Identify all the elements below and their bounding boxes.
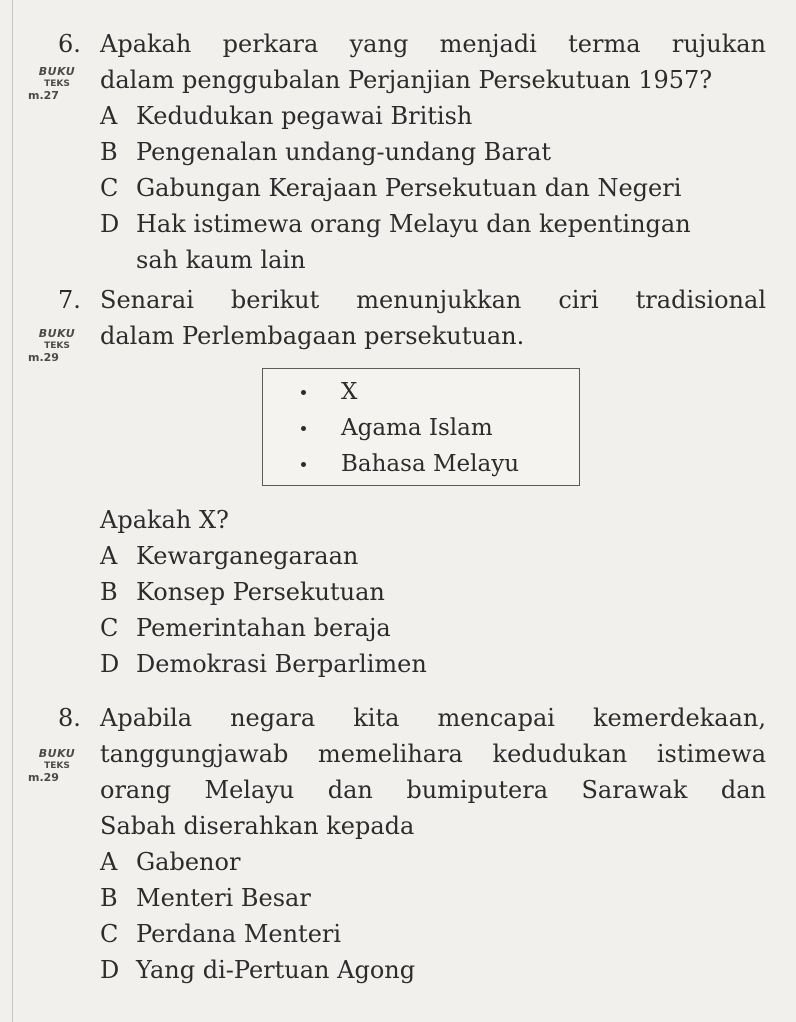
question-7-line-1 bbox=[58, 282, 766, 318]
option-letter: A bbox=[100, 542, 118, 570]
option-d-continued bbox=[58, 242, 766, 278]
option-letter: A bbox=[100, 102, 118, 130]
question-8-line-2 bbox=[58, 736, 766, 772]
page-ref: m.29 bbox=[28, 351, 59, 364]
question-text: dalam Perlembagaan persekutuan. bbox=[100, 322, 525, 350]
question-8 bbox=[58, 700, 766, 988]
option-letter: B bbox=[100, 884, 118, 912]
option-letter: B bbox=[100, 578, 118, 606]
option-text: Gabenor bbox=[136, 848, 241, 876]
option-letter: C bbox=[100, 614, 119, 642]
option-b[interactable] bbox=[58, 134, 766, 170]
question-text: Apakah perkara yang menjadi terma rujukan bbox=[100, 30, 766, 58]
list-item bbox=[341, 377, 357, 407]
option-text: Demokrasi Berparlimen bbox=[136, 650, 427, 678]
bullet-icon bbox=[301, 390, 306, 395]
option-c[interactable] bbox=[58, 916, 766, 952]
question-8-line-4 bbox=[58, 808, 766, 844]
option-letter: A bbox=[100, 848, 118, 876]
option-letter: D bbox=[100, 210, 120, 238]
question-number: 7. bbox=[58, 286, 81, 314]
question-number: 6. bbox=[58, 30, 81, 58]
option-b[interactable] bbox=[58, 880, 766, 916]
question-text: Sabah diserahkan kepada bbox=[100, 812, 415, 840]
option-letter: C bbox=[100, 920, 119, 948]
question-text: Senarai berikut menunjukkan ciri tradisional bbox=[100, 286, 766, 314]
buku-label: BUKU bbox=[38, 327, 76, 340]
option-text: Perdana Menteri bbox=[136, 920, 342, 948]
question-8-line-1 bbox=[58, 700, 766, 736]
sub-question: Apakah X? bbox=[100, 506, 229, 534]
question-7-options bbox=[58, 538, 766, 682]
option-text: Kewarganegaraan bbox=[136, 542, 359, 570]
question-number: 8. bbox=[58, 704, 81, 732]
teks-label: TEKS bbox=[44, 79, 70, 89]
option-text: Kedudukan pegawai British bbox=[136, 102, 473, 130]
option-b[interactable] bbox=[58, 574, 766, 610]
question-text: tanggungjawab memelihara kedudukan istimewa bbox=[100, 740, 766, 768]
list-item-text: X bbox=[341, 379, 358, 405]
option-a[interactable] bbox=[58, 844, 766, 880]
option-c[interactable] bbox=[58, 610, 766, 646]
option-a[interactable] bbox=[58, 538, 766, 574]
option-c[interactable] bbox=[58, 170, 766, 206]
list-item-text: Agama Islam bbox=[341, 415, 493, 441]
question-7-line-2 bbox=[58, 318, 766, 354]
option-text: Pengenalan undang-undang Barat bbox=[136, 138, 552, 166]
question-text: Apabila negara kita mencapai kemerdekaan, bbox=[100, 704, 766, 732]
option-a[interactable] bbox=[58, 98, 766, 134]
page-edge-line bbox=[12, 0, 13, 1022]
buku-label: BUKU bbox=[38, 65, 76, 78]
option-text: Hak istimewa orang Melayu dan kepentingan bbox=[136, 210, 691, 238]
list-box bbox=[262, 368, 580, 486]
option-text: Gabungan Kerajaan Persekutuan dan Negeri bbox=[136, 174, 682, 202]
bullet-icon bbox=[301, 462, 306, 467]
question-6 bbox=[58, 26, 766, 278]
teks-label: TEKS bbox=[44, 341, 70, 351]
textbook-reference-badge bbox=[28, 66, 86, 102]
textbook-reference-badge bbox=[28, 328, 86, 364]
option-text: sah kaum lain bbox=[136, 246, 306, 274]
option-letter: D bbox=[100, 956, 120, 984]
question-text: dalam penggubalan Perjanjian Persekutuan 1957? bbox=[100, 66, 713, 94]
question-6-line-1 bbox=[58, 26, 766, 62]
page-ref: m.29 bbox=[28, 771, 59, 784]
list-item bbox=[341, 413, 493, 443]
question-7 bbox=[58, 282, 766, 354]
list-item-text: Bahasa Melayu bbox=[341, 451, 520, 477]
option-text: Yang di-Pertuan Agong bbox=[136, 956, 416, 984]
option-text: Konsep Persekutuan bbox=[136, 578, 385, 606]
option-letter: B bbox=[100, 138, 118, 166]
bullet-icon bbox=[301, 426, 306, 431]
page-ref: m.27 bbox=[28, 89, 59, 102]
option-letter: C bbox=[100, 174, 119, 202]
textbook-reference-badge bbox=[28, 748, 86, 784]
question-8-line-3 bbox=[58, 772, 766, 808]
teks-label: TEKS bbox=[44, 761, 70, 771]
buku-label: BUKU bbox=[38, 747, 76, 760]
question-6-line-2 bbox=[58, 62, 766, 98]
option-d[interactable] bbox=[58, 952, 766, 988]
question-text: orang Melayu dan bumiputera Sarawak dan bbox=[100, 776, 766, 804]
option-letter: D bbox=[100, 650, 120, 678]
list-item bbox=[341, 449, 519, 479]
option-d[interactable] bbox=[58, 646, 766, 682]
option-text: Pemerintahan beraja bbox=[136, 614, 391, 642]
option-d[interactable] bbox=[58, 206, 766, 242]
option-text: Menteri Besar bbox=[136, 884, 311, 912]
